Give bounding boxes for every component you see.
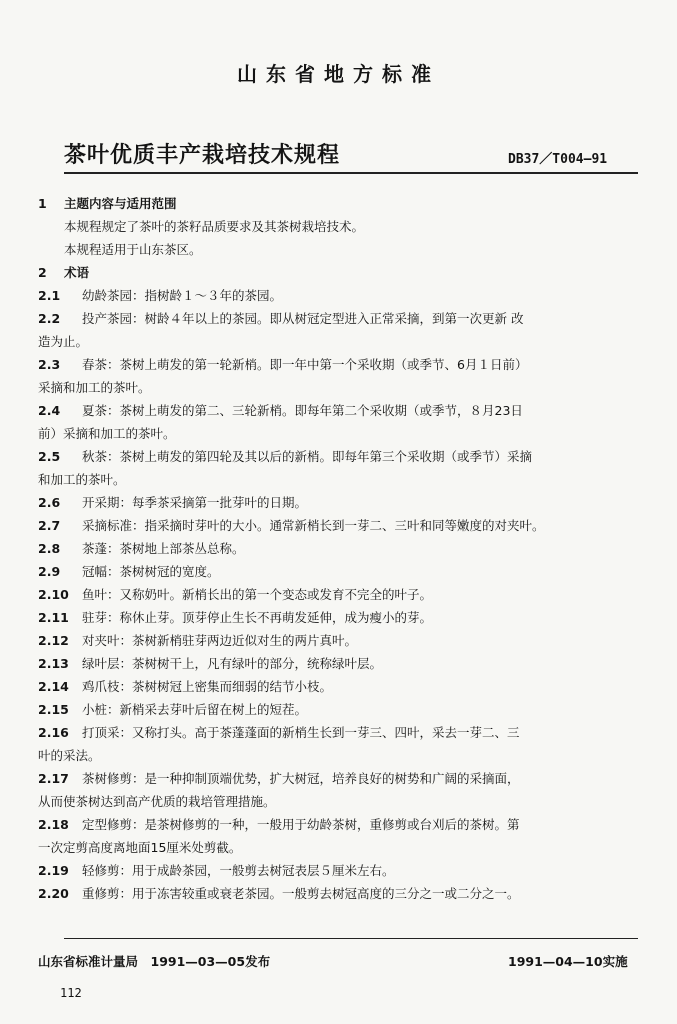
title-divider [64,172,638,174]
term-item [38,606,636,629]
term-number: 2.18 [38,817,69,832]
term-text: 冠幅：茶树树冠的宽度。 [82,564,220,579]
term-text-continued: 采摘和加工的茶叶。 [38,380,151,395]
section-number: 1 [38,196,47,211]
term-text: 投产茶园：树龄４年以上的茶园。即从树冠定型进入正常采摘，到第一次更新 改 [82,311,524,326]
term-text: 打顶采：又称打头。高于茶蓬蓬面的新梢生长到一芽三、四叶，采去一芽二、三 [82,725,520,740]
term-number: 2.5 [38,449,61,464]
term-text: 定型修剪：是茶树修剪的一种，一般用于幼龄茶树，重修剪或台刈后的茶树。第 [82,817,520,832]
term-item [38,307,636,330]
issuer-date: 山东省标准计量局 1991—03—05发布 [38,954,271,969]
term-item [38,537,636,560]
section-title: 主题内容与适用范围 [64,196,177,211]
implement-date: 1991—04—10实施 [508,954,628,969]
term-text: 小桩：新梢采去芽叶后留在树上的短茬。 [82,702,308,717]
term-number: 2.17 [38,771,69,786]
term-number: 2.19 [38,863,69,878]
term-text-continued: 前）采摘和加工的茶叶。 [38,426,176,441]
term-text: 幼龄茶园：指树龄１～３年的茶园。 [82,288,283,303]
term-item [38,514,636,537]
term-text-continued: 叶的采法。 [38,748,101,763]
term-number: 2.12 [38,633,69,648]
term-item [38,859,636,882]
page-number: 112 [60,986,82,1000]
term-number: 2.15 [38,702,69,717]
term-text-continued: 和加工的茶叶。 [38,472,126,487]
term-text: 轻修剪：用于成龄茶园，一般剪去树冠表层５厘米左右。 [82,863,395,878]
term-item [38,583,636,606]
paragraph: 本规程适用于山东茶区。 [64,242,202,257]
term-text: 茶树修剪：是一种抑制顶端优势，扩大树冠，培养良好的树势和广阔的采摘面， [82,771,520,786]
term-text: 秋茶：茶树上萌发的第四轮及其以后的新梢。即每年第三个采收期（或季节）采摘 [82,449,533,464]
term-text-continued: 一次定剪高度离地面15厘米处剪截。 [38,840,242,855]
term-text: 驻芽：称休止芽。顶芽停止生长不再萌发延伸，成为瘦小的芽。 [82,610,433,625]
term-item [38,675,636,698]
term-item [38,629,636,652]
document-title: 茶叶优质丰产栽培技术规程 [64,143,341,168]
term-item [38,445,636,468]
term-item [38,767,636,790]
footer-divider [64,938,638,939]
term-text: 鸡爪枝：茶树树冠上密集而细弱的结节小枝。 [82,679,333,694]
term-item [38,491,636,514]
term-text: 茶蓬：茶树地上部茶丛总称。 [82,541,245,556]
term-item [38,284,636,307]
term-item [38,721,636,744]
section-title: 术语 [64,265,90,280]
term-number: 2.2 [38,311,61,326]
term-number: 2.6 [38,495,61,510]
term-text: 绿叶层：茶树树干上，凡有绿叶的部分，统称绿叶层。 [82,656,383,671]
term-number: 2.9 [38,564,61,579]
term-text: 春茶：茶树上萌发的第一轮新梢。即一年中第一个采收期（或季节、6月１日前） [82,357,528,372]
term-item [38,652,636,675]
term-text-continued: 造为止。 [38,334,89,349]
term-item [38,882,636,905]
section-heading [38,192,636,215]
term-text: 夏茶：茶树上萌发的第二、三轮新梢。即每年第二个采收期（或季节，８月23日 [82,403,523,418]
term-number: 2.8 [38,541,61,556]
section-number: 2 [38,265,47,280]
term-text: 重修剪：用于冻害较重或衰老茶园。一般剪去树冠高度的三分之一或二分之一。 [82,886,520,901]
document-header: 山东省地方标准 [237,62,440,86]
term-number: 2.11 [38,610,69,625]
term-text: 开采期：每季茶采摘第一批芽叶的日期。 [82,495,308,510]
standard-code: DB37／T004—91 [508,152,608,167]
term-number: 2.1 [38,288,61,303]
term-number: 2.7 [38,518,61,533]
term-number: 2.3 [38,357,61,372]
term-number: 2.20 [38,886,69,901]
term-text: 鱼叶：又称奶叶。新梢长出的第一个变态或发育不完全的叶子。 [82,587,433,602]
paragraph: 本规程规定了茶叶的茶籽品质要求及其茶树栽培技术。 [64,219,365,234]
term-number: 2.10 [38,587,69,602]
term-number: 2.13 [38,656,69,671]
term-number: 2.4 [38,403,61,418]
term-item [38,813,636,836]
section-heading [38,261,636,284]
term-item [38,353,636,376]
term-item [38,560,636,583]
document-body [38,192,636,905]
term-text-continued: 从而使茶树达到高产优质的栽培管理措施。 [38,794,276,809]
term-text: 对夹叶：茶树新梢驻芽两边近似对生的两片真叶。 [82,633,358,648]
term-number: 2.16 [38,725,69,740]
term-item [38,399,636,422]
term-number: 2.14 [38,679,69,694]
term-item [38,698,636,721]
term-text: 采摘标准：指采摘时芽叶的大小。通常新梢长到一芽二、三叶和同等嫩度的对夹叶。 [82,518,545,533]
